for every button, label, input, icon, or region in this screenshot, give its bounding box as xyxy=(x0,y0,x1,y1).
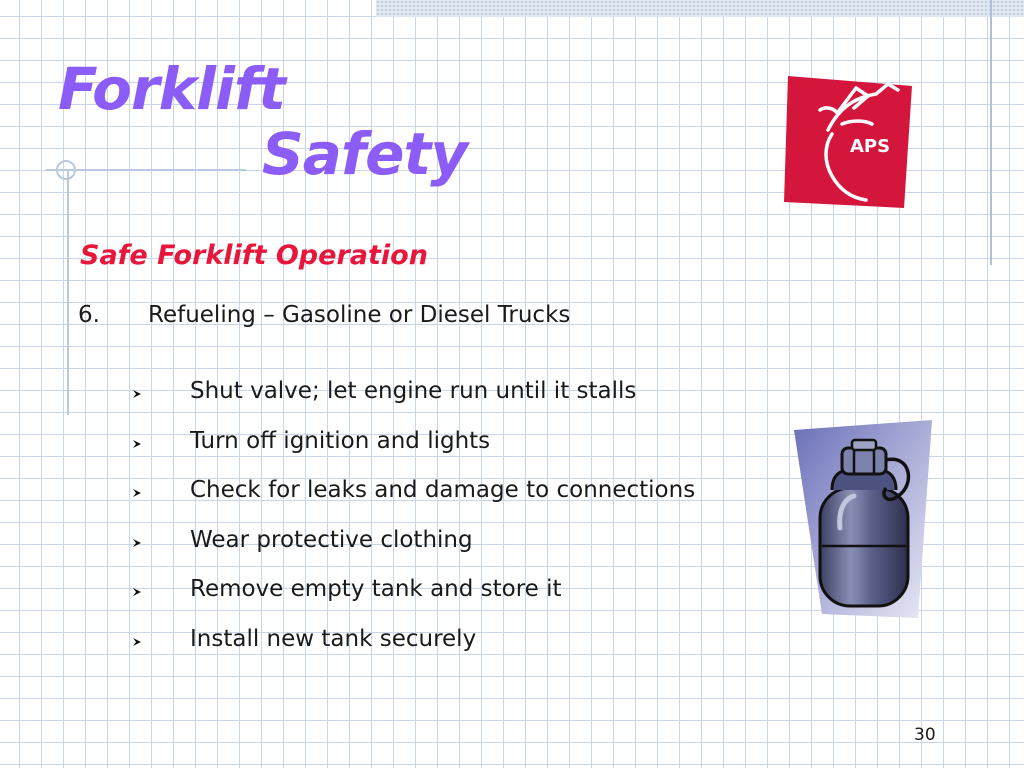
bullet-text: Wear protective clothing xyxy=(190,526,473,553)
page-number: 30 xyxy=(914,725,936,745)
propane-tank-icon xyxy=(792,418,934,620)
title-underline-rule xyxy=(46,169,246,171)
section-subtitle: Safe Forklift Operation xyxy=(80,240,428,271)
arrowhead-bullet-icon xyxy=(130,635,144,649)
arrowhead-bullet-icon xyxy=(130,536,144,550)
bullet-text: Remove empty tank and store it xyxy=(190,576,562,603)
slide-title-line-1: Forklift xyxy=(58,55,285,123)
bullet-text: Turn off ignition and lights xyxy=(190,427,491,454)
left-vertical-rule xyxy=(67,170,69,415)
step-number: 6. xyxy=(78,302,100,328)
crosshair-circle xyxy=(56,160,76,180)
bullet-text: Shut valve; let engine run until it stalls xyxy=(190,378,637,404)
arrowhead-bullet-icon xyxy=(130,486,144,500)
aps-logo xyxy=(780,72,918,212)
bullet-text: Check for leaks and damage to connections xyxy=(190,477,696,504)
aps-logo-text: APS xyxy=(849,136,891,157)
slide-title-line-2: Safety xyxy=(262,120,468,188)
step-text: Refueling – Gasoline or Diesel Trucks xyxy=(148,302,571,328)
arrowhead-bullet-icon xyxy=(130,437,144,451)
bullet-text: Install new tank securely xyxy=(190,625,477,652)
arrowhead-bullet-icon xyxy=(130,585,144,599)
right-vertical-rule xyxy=(990,0,992,265)
arrowhead-bullet-icon xyxy=(130,387,144,401)
top-decorative-band xyxy=(376,0,1024,17)
